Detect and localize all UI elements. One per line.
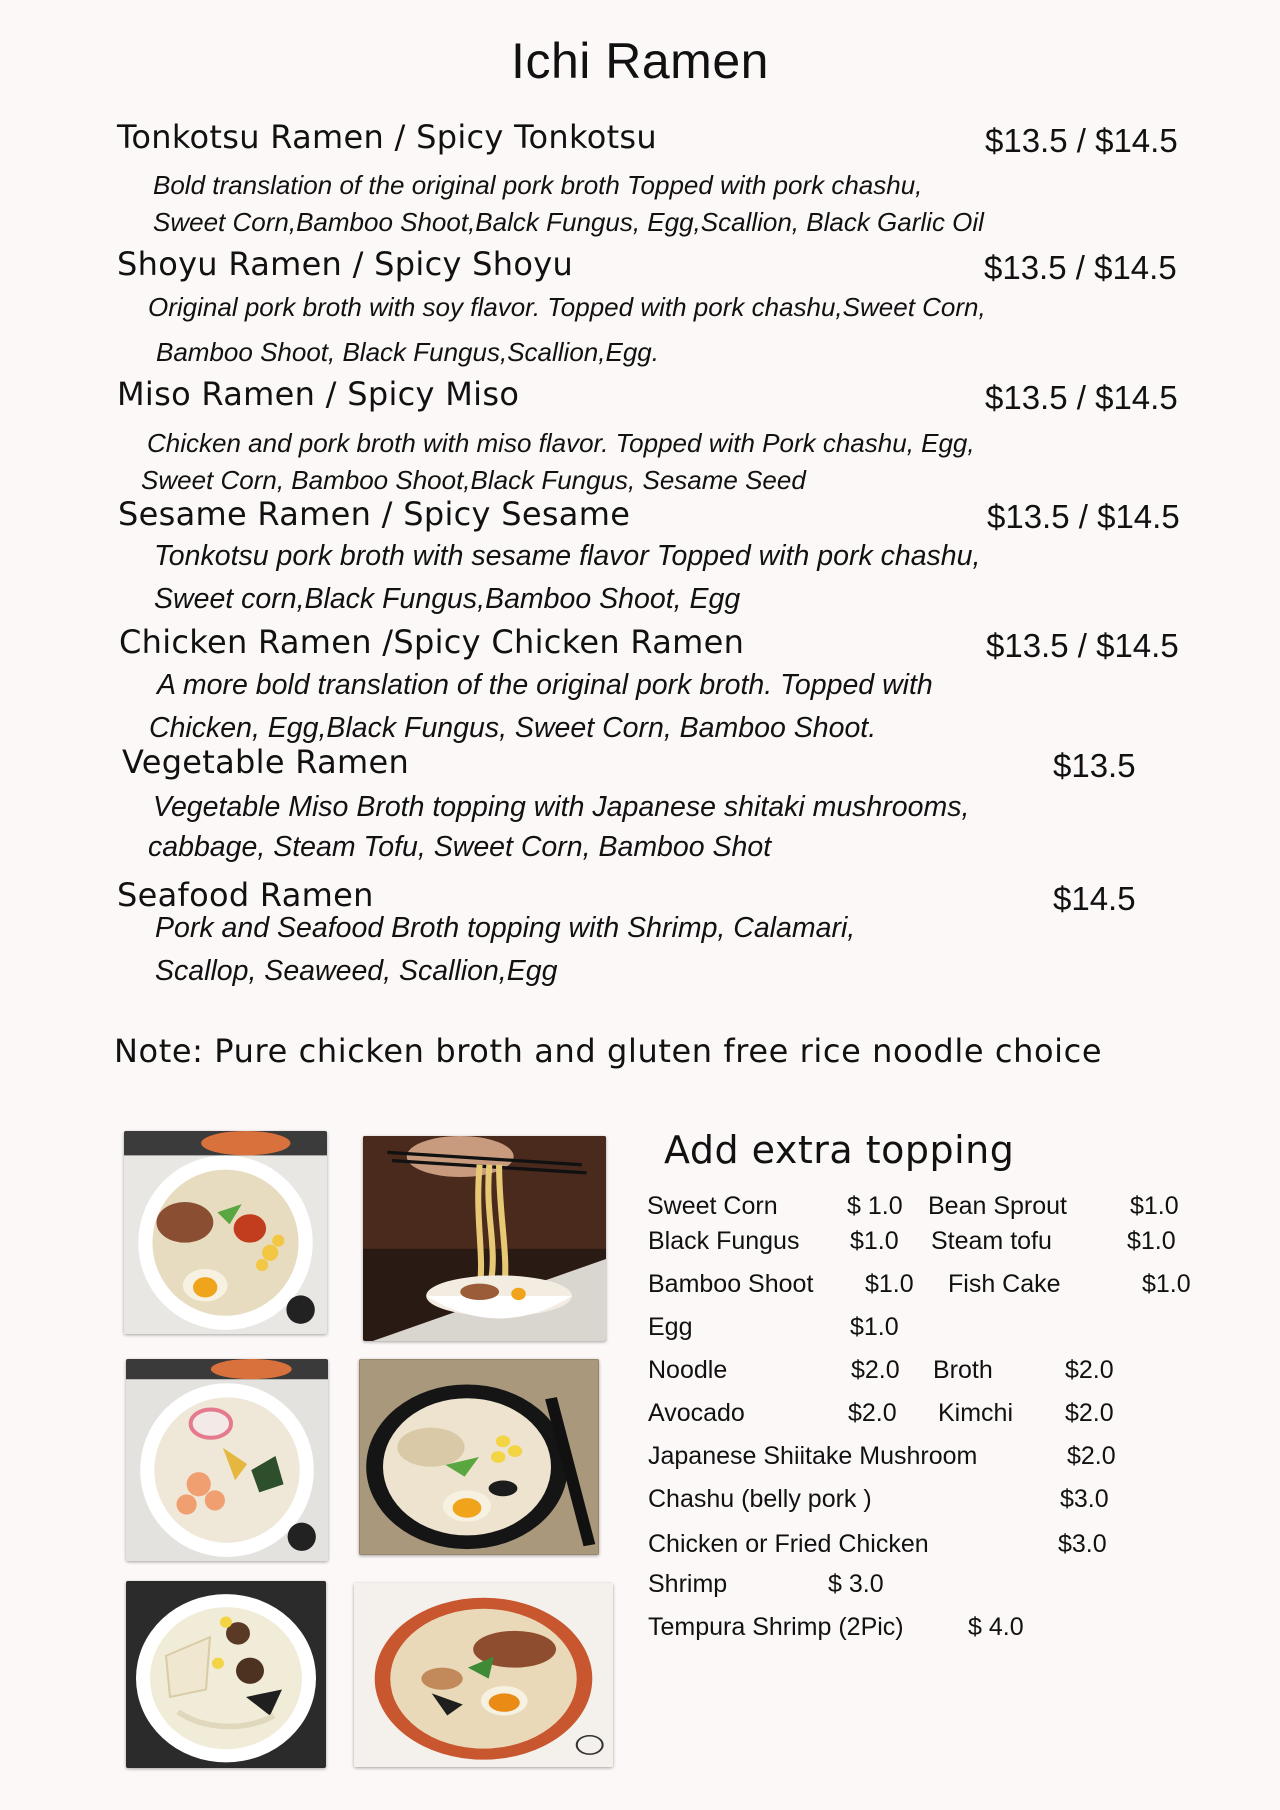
menu-item-description: Bold translation of the original pork broth Topped with pork chashu, <box>153 170 923 200</box>
menu-item-price: $13.5 / $14.5 <box>987 498 1180 535</box>
page-title: Ichi Ramen <box>511 33 769 89</box>
topping-name: Broth <box>933 1356 993 1384</box>
menu-item-description: Vegetable Miso Broth topping with Japanese shitaki mushrooms, <box>153 791 970 823</box>
topping-price: $1.0 <box>850 1313 899 1341</box>
menu-item-description: cabbage, Steam Tofu, Sweet Corn, Bamboo Shot <box>148 831 772 863</box>
topping-price: $1.0 <box>1127 1227 1176 1255</box>
menu-item-description: Sweet Corn, Bamboo Shoot,Black Fungus, Sesame Seed <box>141 465 806 495</box>
menu-item-name: Chicken Ramen /Spicy Chicken Ramen <box>119 623 745 661</box>
topping-price: $2.0 <box>1065 1356 1114 1384</box>
menu-item-price: $13.5 <box>1053 747 1136 784</box>
topping-name: Black Fungus <box>648 1227 800 1255</box>
topping-price: $1.0 <box>1142 1270 1191 1298</box>
topping-price: $ 3.0 <box>828 1570 884 1598</box>
menu-item-description: Tonkotsu pork broth with sesame flavor Topped with pork chashu, <box>154 540 981 572</box>
menu-item-price: $13.5 / $14.5 <box>986 627 1179 664</box>
shoyu-bowl-photo <box>359 1359 599 1555</box>
topping-price: $3.0 <box>1060 1485 1109 1513</box>
vegetable-bowl-photo <box>126 1581 326 1768</box>
topping-price: $1.0 <box>850 1227 899 1255</box>
menu-item-name: Sesame Ramen / Spicy Sesame <box>118 495 631 533</box>
topping-name: Fish Cake <box>948 1270 1061 1298</box>
menu-item-name: Miso Ramen / Spicy Miso <box>117 375 520 413</box>
topping-price: $1.0 <box>1130 1192 1179 1220</box>
menu-item-name: Tonkotsu Ramen / Spicy Tonkotsu <box>117 118 657 156</box>
menu-item-price: $13.5 / $14.5 <box>985 122 1178 159</box>
menu-item-name: Seafood Ramen <box>117 876 374 914</box>
menu-item-description: Sweet Corn,Bamboo Shoot,Balck Fungus, Egg,Scallion, Black Garlic Oil <box>153 207 984 237</box>
noodle-lift-photo <box>363 1136 606 1341</box>
topping-price: $ 4.0 <box>968 1613 1024 1641</box>
topping-name: Japanese Shiitake Mushroom <box>648 1442 978 1470</box>
broth-note: Note: Pure chicken broth and gluten free rice noodle choice <box>114 1032 1103 1070</box>
topping-name: Bamboo Shoot <box>648 1270 814 1298</box>
topping-name: Kimchi <box>938 1399 1014 1427</box>
topping-name: Steam tofu <box>931 1227 1052 1255</box>
topping-price: $3.0 <box>1058 1530 1107 1558</box>
topping-name: Shrimp <box>648 1570 728 1598</box>
topping-price: $2.0 <box>1065 1399 1114 1427</box>
menu-item-name: Vegetable Ramen <box>122 743 410 781</box>
topping-name: Tempura Shrimp (2Pic) <box>648 1613 904 1641</box>
topping-price: $2.0 <box>848 1399 897 1427</box>
topping-price: $1.0 <box>865 1270 914 1298</box>
topping-name: Chicken or Fried Chicken <box>648 1530 929 1558</box>
topping-name: Noodle <box>648 1356 728 1384</box>
topping-price: $ 1.0 <box>847 1192 903 1220</box>
menu-item-description: Chicken, Egg,Black Fungus, Sweet Corn, Bamboo Shoot. <box>149 712 877 744</box>
seafood-bowl-photo <box>126 1359 328 1561</box>
topping-name: Egg <box>648 1313 693 1341</box>
topping-price: $2.0 <box>851 1356 900 1384</box>
menu-item-description: Bamboo Shoot, Black Fungus,Scallion,Egg. <box>156 337 659 367</box>
topping-price: $2.0 <box>1067 1442 1116 1470</box>
menu-item-price: $14.5 <box>1053 880 1136 917</box>
menu-item-price: $13.5 / $14.5 <box>984 249 1177 286</box>
tonkotsu-bowl-photo <box>124 1131 327 1334</box>
miso-bowl-photo <box>354 1583 613 1767</box>
menu-item-description: Sweet corn,Black Fungus,Bamboo Shoot, Egg <box>154 583 741 615</box>
topping-name: Sweet Corn <box>647 1192 778 1220</box>
menu-item-description: Chicken and pork broth with miso flavor. Topped with Pork chashu, Egg, <box>147 428 975 458</box>
menu-item-description: Scallop, Seaweed, Scallion,Egg <box>155 955 558 987</box>
menu-item-description: A more bold translation of the original pork broth. Topped with <box>157 669 933 701</box>
toppings-title: Add extra topping <box>664 1128 1015 1172</box>
menu-item-price: $13.5 / $14.5 <box>985 379 1178 416</box>
menu-item-name: Shoyu Ramen / Spicy Shoyu <box>117 245 574 283</box>
topping-name: Chashu (belly pork ) <box>648 1485 872 1513</box>
topping-name: Bean Sprout <box>928 1192 1067 1220</box>
menu-item-description: Original pork broth with soy flavor. Topped with pork chashu,Sweet Corn, <box>148 292 986 322</box>
topping-name: Avocado <box>648 1399 745 1427</box>
menu-item-description: Pork and Seafood Broth topping with Shrimp, Calamari, <box>155 912 856 944</box>
